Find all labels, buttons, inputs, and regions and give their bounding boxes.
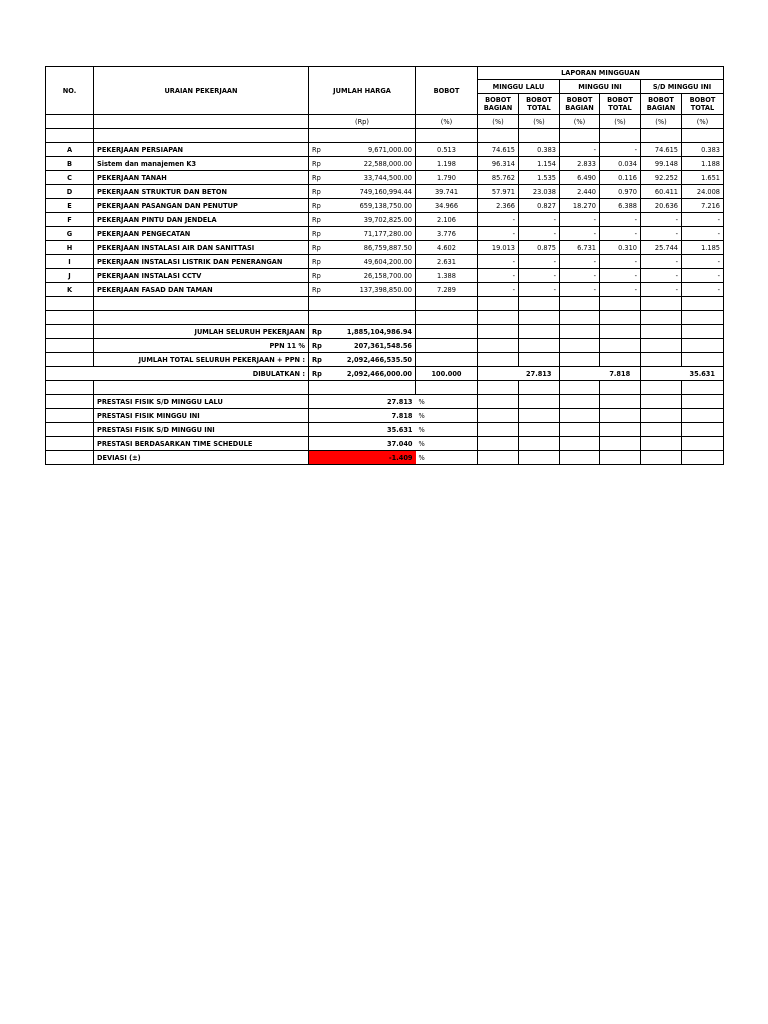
item-mi-total: - (600, 227, 641, 241)
item-bobot: 1.790 (416, 171, 478, 185)
item-sd-total: - (682, 269, 724, 283)
header-sd-minggu-ini: S/D MINGGU INI (641, 80, 724, 94)
summary-label: PRESTASI BERDASARKAN TIME SCHEDULE (94, 437, 309, 451)
summary-value: -1.409 (309, 451, 416, 465)
item-ml-total: - (519, 255, 560, 269)
item-description: PEKERJAAN STRUKTUR DAN BETON (94, 185, 309, 199)
total-ppn-amount: Rp 2,092,466,535.50 (309, 353, 416, 367)
dibulatkan-row (46, 367, 724, 381)
dibulatkan-amount: Rp 2,092,466,000.00 (309, 367, 416, 381)
item-description: PEKERJAAN FASAD DAN TAMAN (94, 283, 309, 297)
item-amount: Rp 22,588,000.00 (309, 157, 416, 171)
summary-row (46, 437, 724, 451)
header-no: NO. (46, 67, 94, 115)
item-sd-total: 7.216 (682, 199, 724, 213)
item-mi-total: - (600, 143, 641, 157)
item-ml-total: 23.038 (519, 185, 560, 199)
header-ml-bagian: BOBOT BAGIAN (478, 94, 519, 115)
header-mi-total: BOBOT TOTAL (600, 94, 641, 115)
item-ml-total: - (519, 213, 560, 227)
item-bobot: 2.631 (416, 255, 478, 269)
jumlah-row (46, 325, 724, 339)
item-amount: Rp 26,158,700.00 (309, 269, 416, 283)
header-sd-bagian: BOBOT BAGIAN (641, 94, 682, 115)
jumlah-label: JUMLAH SELURUH PEKERJAAN (94, 325, 309, 339)
item-bobot: 2.106 (416, 213, 478, 227)
spacer-row (46, 129, 724, 143)
summary-value: 27.813 (309, 395, 416, 409)
item-sd-bagian: - (641, 283, 682, 297)
table-row (46, 143, 724, 157)
item-description: PEKERJAAN TANAH (94, 171, 309, 185)
item-sd-bagian: 92.252 (641, 171, 682, 185)
item-amount: Rp 749,160,994.44 (309, 185, 416, 199)
header-minggu-lalu: MINGGU LALU (478, 80, 560, 94)
item-mi-total: 6.388 (600, 199, 641, 213)
header-jumlah-harga: JUMLAH HARGA (309, 67, 416, 115)
item-ml-bagian: - (478, 255, 519, 269)
item-mi-total: 0.970 (600, 185, 641, 199)
unit-pct: (%) (416, 115, 478, 129)
units-row: (Rp) (%) (%) (%) (%) (%) (%) (%) (46, 115, 724, 129)
item-description: PEKERJAAN INSTALASI AIR DAN SANITTASI (94, 241, 309, 255)
summary-value: 35.631 (309, 423, 416, 437)
item-amount: Rp 137,398,850.00 (309, 283, 416, 297)
ppn-row (46, 339, 724, 353)
spacer-row (46, 311, 724, 325)
header-row (46, 67, 724, 80)
item-no: A (46, 143, 94, 157)
item-mi-bagian: 6.490 (560, 171, 600, 185)
item-bobot: 7.289 (416, 283, 478, 297)
summary-unit: % (416, 409, 478, 423)
table-row (46, 171, 724, 185)
table-row (46, 185, 724, 199)
table-row (46, 255, 724, 269)
ppn-amount: Rp 207,361,548.56 (309, 339, 416, 353)
item-ml-bagian: 96.314 (478, 157, 519, 171)
item-bobot: 1.388 (416, 269, 478, 283)
item-mi-bagian: - (560, 213, 600, 227)
item-amount: Rp 659,138,750.00 (309, 199, 416, 213)
item-ml-total: 0.875 (519, 241, 560, 255)
item-amount: Rp 86,759,887.50 (309, 241, 416, 255)
item-amount: Rp 33,744,500.00 (309, 171, 416, 185)
header-sd-total: BOBOT TOTAL (682, 94, 724, 115)
item-ml-bagian: 2.366 (478, 199, 519, 213)
summary-row (46, 423, 724, 437)
table-row (46, 269, 724, 283)
item-ml-total: - (519, 227, 560, 241)
table-row (46, 213, 724, 227)
item-sd-total: 1.188 (682, 157, 724, 171)
item-ml-bagian: - (478, 283, 519, 297)
item-mi-bagian: 18.270 (560, 199, 600, 213)
item-sd-bagian: - (641, 213, 682, 227)
item-mi-bagian: - (560, 255, 600, 269)
table-row (46, 199, 724, 213)
table-row (46, 283, 724, 297)
item-mi-bagian: 6.731 (560, 241, 600, 255)
total-ppn-label: JUMLAH TOTAL SELURUH PEKERJAAN + PPN : (94, 353, 309, 367)
item-sd-total: - (682, 283, 724, 297)
item-sd-total: - (682, 213, 724, 227)
item-mi-total: 0.034 (600, 157, 641, 171)
work-items (46, 143, 724, 297)
summary-unit: % (416, 423, 478, 437)
spacer-row (46, 297, 724, 311)
summary-value: 37.040 (309, 437, 416, 451)
item-sd-bagian: 25.744 (641, 241, 682, 255)
summary-label: PRESTASI FISIK S/D MINGGU LALU (94, 395, 309, 409)
item-ml-bagian: 85.762 (478, 171, 519, 185)
item-description: PEKERJAAN PERSIAPAN (94, 143, 309, 157)
summary-label: DEVIASI (±) (94, 451, 309, 465)
summary-label: PRESTASI FISIK MINGGU INI (94, 409, 309, 423)
item-ml-total: 1.535 (519, 171, 560, 185)
item-mi-total: 0.116 (600, 171, 641, 185)
jumlah-amount: Rp 1,885,104,986.94 (309, 325, 416, 339)
item-bobot: 0.513 (416, 143, 478, 157)
item-no: J (46, 269, 94, 283)
item-sd-total: 0.383 (682, 143, 724, 157)
header-laporan-mingguan: LAPORAN MINGGUAN (478, 67, 724, 80)
table-row (46, 227, 724, 241)
item-ml-total: 0.383 (519, 143, 560, 157)
item-description: PEKERJAAN PINTU DAN JENDELA (94, 213, 309, 227)
item-ml-bagian: - (478, 227, 519, 241)
item-bobot: 39.741 (416, 185, 478, 199)
item-ml-total: 0.827 (519, 199, 560, 213)
header-mi-bagian: BOBOT BAGIAN (560, 94, 600, 115)
item-ml-bagian: - (478, 269, 519, 283)
item-sd-bagian: 20.636 (641, 199, 682, 213)
summary-value: 7.818 (309, 409, 416, 423)
header-minggu-ini: MINGGU INI (560, 80, 641, 94)
table-row (46, 157, 724, 171)
summary-unit: % (416, 451, 478, 465)
item-mi-total: - (600, 255, 641, 269)
summary-section (46, 395, 724, 465)
item-mi-bagian: 2.833 (560, 157, 600, 171)
summary-unit: % (416, 437, 478, 451)
item-sd-bagian: 60.411 (641, 185, 682, 199)
item-no: B (46, 157, 94, 171)
item-no: I (46, 255, 94, 269)
item-description: PEKERJAAN INSTALASI CCTV (94, 269, 309, 283)
item-description: PEKERJAAN PENGECATAN (94, 227, 309, 241)
total-ppn-row (46, 353, 724, 367)
item-no: E (46, 199, 94, 213)
item-ml-bagian: 19.013 (478, 241, 519, 255)
summary-label: PRESTASI FISIK S/D MINGGU INI (94, 423, 309, 437)
item-amount: Rp 49,604,200.00 (309, 255, 416, 269)
item-ml-bagian: 74.615 (478, 143, 519, 157)
table-row (46, 241, 724, 255)
item-mi-bagian: - (560, 143, 600, 157)
item-no: H (46, 241, 94, 255)
item-ml-total: - (519, 283, 560, 297)
summary-row (46, 409, 724, 423)
unit-rp: (Rp) (309, 115, 416, 129)
summary-row (46, 395, 724, 409)
item-description: PEKERJAAN INSTALASI LISTRIK DAN PENERANGAN (94, 255, 309, 269)
item-no: C (46, 171, 94, 185)
item-ml-total: 1.154 (519, 157, 560, 171)
header-bobot: BOBOT (416, 67, 478, 115)
item-bobot: 4.602 (416, 241, 478, 255)
item-amount: Rp 39,702,825.00 (309, 213, 416, 227)
ppn-label: PPN 11 % (94, 339, 309, 353)
item-mi-total: - (600, 283, 641, 297)
item-sd-total: 1.651 (682, 171, 724, 185)
item-mi-bagian: - (560, 283, 600, 297)
weekly-report-table (45, 66, 724, 465)
bobot-total: 100.000 (416, 367, 478, 381)
item-ml-total: - (519, 269, 560, 283)
item-description: PEKERJAAN PASANGAN DAN PENUTUP (94, 199, 309, 213)
header-uraian: URAIAN PEKERJAAN (94, 67, 309, 115)
spacer-row (46, 381, 724, 395)
item-ml-bagian: 57.971 (478, 185, 519, 199)
item-no: K (46, 283, 94, 297)
item-mi-bagian: - (560, 227, 600, 241)
item-no: D (46, 185, 94, 199)
item-sd-bagian: 74.615 (641, 143, 682, 157)
item-sd-total: - (682, 255, 724, 269)
sd-minggu-ini-total: 35.631 (682, 367, 724, 381)
item-sd-bagian: 99.148 (641, 157, 682, 171)
item-mi-total: - (600, 269, 641, 283)
item-amount: Rp 9,671,000.00 (309, 143, 416, 157)
item-sd-total: 24.008 (682, 185, 724, 199)
item-ml-bagian: - (478, 213, 519, 227)
item-bobot: 3.776 (416, 227, 478, 241)
header-ml-total: BOBOT TOTAL (519, 94, 560, 115)
item-sd-bagian: - (641, 269, 682, 283)
dibulatkan-label: DIBULATKAN : (94, 367, 309, 381)
item-bobot: 34.966 (416, 199, 478, 213)
item-sd-bagian: - (641, 255, 682, 269)
minggu-lalu-total: 27.813 (519, 367, 560, 381)
item-mi-total: - (600, 213, 641, 227)
item-description: Sistem dan manajemen K3 (94, 157, 309, 171)
item-no: F (46, 213, 94, 227)
item-sd-total: 1.185 (682, 241, 724, 255)
minggu-ini-total: 7.818 (600, 367, 641, 381)
summary-unit: % (416, 395, 478, 409)
item-sd-bagian: - (641, 227, 682, 241)
summary-row (46, 451, 724, 465)
item-mi-bagian: 2.440 (560, 185, 600, 199)
item-no: G (46, 227, 94, 241)
item-bobot: 1.198 (416, 157, 478, 171)
item-mi-total: 0.310 (600, 241, 641, 255)
item-amount: Rp 71,177,280.00 (309, 227, 416, 241)
item-sd-total: - (682, 227, 724, 241)
item-mi-bagian: - (560, 269, 600, 283)
